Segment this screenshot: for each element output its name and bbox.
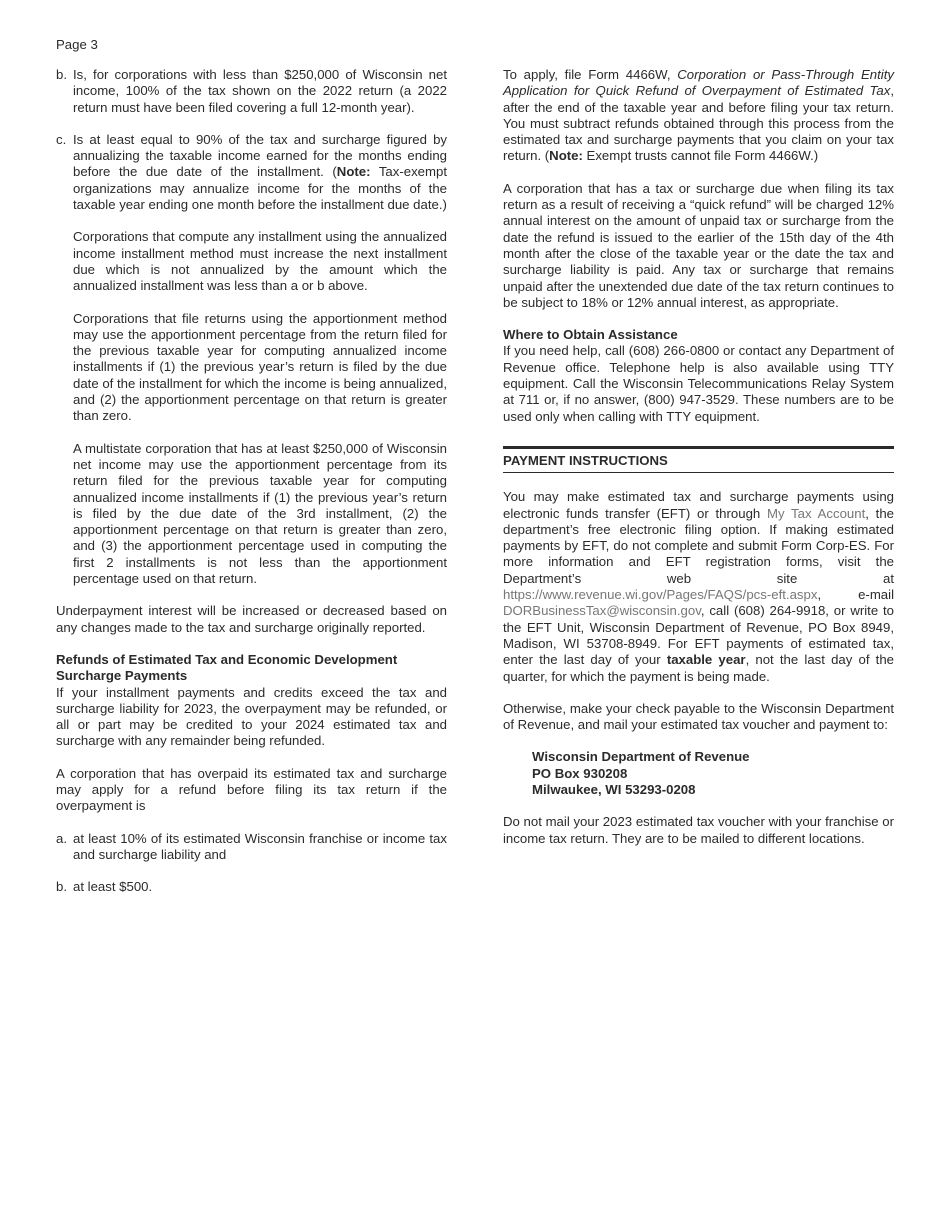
text: , call (608) 264-9918, or write to the EFT Unit, Wisconsin Department of Revenue, PO Box 8949, Madison, WI 53708-8949. For EFT payments of estimated tax, enter the last day of your xyxy=(503,603,894,668)
text: , not the last day of the quarter, for which the payment is being made. xyxy=(503,652,894,684)
paragraph-apply xyxy=(503,67,894,165)
paragraph-apportionment: Corporations that file returns using the apportionment method may use the apportionment percentage from the return filed for the previous taxable year for computing annualized income installments if (1) the previous year’s return is filed by the due date of the installment for which the income is being annualized, and (2) the apportionment percentage on that return is greater than zero. xyxy=(73,310,447,424)
assistance-heading: Where to Obtain Assistance xyxy=(503,327,678,343)
left-column xyxy=(56,67,447,895)
paragraph-refunds: If your installment payments and credits exceed the tax and surcharge liability for 2023, the overpayment may be refunded, or all or part may be credited to your 2024 estimated tax and surcharge with any remainder being refunded. xyxy=(56,684,447,749)
form-title: Corporation or Pass-Through Entity Application for Quick Refund of Overpayment of Estimated Tax xyxy=(503,67,894,99)
paragraph-annualized: Corporations that compute any installment using the annualized income installment method must increase the next installment due which is not annualized by the amount which the annualized installment was less than a or b above. xyxy=(73,229,447,294)
list-item-a xyxy=(56,831,447,864)
paragraph-assistance: If you need help, call (608) 266-0800 or contact any Department of Revenue office. Telephone help is also available using TTY equipment. Call the Wisconsin Telecommunications Relay System at 711 or, if no answer, (800) 947-3529. These numbers are to be used only when calling with TTY equipment. xyxy=(503,343,894,424)
text: , the department’s free electronic filing option. If making estimated payments by EFT, do not complete and submit Form Corp-ES. For more information and EFT registration forms, visit the Department’s web site at xyxy=(503,505,894,586)
list-marker: a. xyxy=(56,830,67,846)
list-item-c xyxy=(56,132,447,213)
list-item-b2 xyxy=(56,879,447,895)
list-item-b xyxy=(56,67,447,116)
text: , e-mail xyxy=(817,587,894,603)
paragraph-quick-refund: A corporation that has a tax or surcharge due when filing its tax return as a result of receiving a “quick refund” will be charged 12% annual interest on the amount of unpaid tax or surcharge from the date the refund is issued to the earlier of the 15th day of the 4th month after the close of the taxable year or the date the tax and surcharge liability is paid. Any tax or surcharge that remains unpaid after the unextended due date of the tax return continues to be subject to 18% or 12% annual interest, as appropriate. xyxy=(503,180,894,310)
paragraph-payment xyxy=(503,489,894,685)
paragraph-overpaid: A corporation that has overpaid its estimated tax and surcharge may apply for a refund before filing its tax return if the overpayment is xyxy=(56,765,447,814)
text: To apply, file Form 4466W, xyxy=(503,67,678,82)
note-label: Note: xyxy=(336,164,371,180)
section-rule xyxy=(503,446,894,449)
address-line: PO Box 930208 xyxy=(532,765,628,781)
list-text: Tax-exempt organizations may annualize income for the months of the taxable year ending one month before the installment due date.) xyxy=(73,164,447,213)
text: Exempt trusts cannot file Form 4466W.) xyxy=(582,148,819,164)
my-tax-account-link[interactable]: My Tax Account xyxy=(766,505,866,521)
note-label: Note: xyxy=(549,148,583,164)
paragraph-underpayment: Underpayment interest will be increased or decreased based on any changes made to the tax and surcharge originally reported. xyxy=(56,603,447,635)
list-text: at least $500. xyxy=(73,879,153,895)
list-text: at least 10% of its estimated Wisconsin franchise or income tax and surcharge liability and xyxy=(73,830,447,862)
page-number: Page 3 xyxy=(56,37,98,52)
bold-text: taxable year xyxy=(666,652,746,668)
paragraph-do-not-mail: Do not mail your 2023 estimated tax voucher with your franchise or income tax return. They are to be mailed to different locations. xyxy=(503,814,894,846)
eft-url-link[interactable]: https://www.revenue.wi.gov/Pages/FAQS/pcs-eft.aspx xyxy=(503,587,818,603)
list-text: Is, for corporations with less than $250,000 of Wisconsin net income, 100% of the tax shown on the 2022 return (a 2022 return must have been filed covering a full 12-month year). xyxy=(73,67,447,115)
address-line: Wisconsin Department of Revenue xyxy=(532,749,750,765)
list-text: Is at least equal to 90% of the tax and surcharge figured by annualizing the taxable income earned for the months ending before the due date of the installment. ( xyxy=(73,131,447,180)
refunds-heading: Refunds of Estimated Tax and Economic Development Surcharge Payments xyxy=(56,651,398,684)
mailing-address xyxy=(503,749,894,798)
paragraph-check: Otherwise, make your check payable to the Wisconsin Department of Revenue, and mail your estimated tax voucher and payment to: xyxy=(503,700,894,733)
list-marker: c. xyxy=(56,131,67,147)
list-marker: b. xyxy=(56,879,67,895)
payment-heading: PAYMENT INSTRUCTIONS xyxy=(503,452,668,468)
email-link[interactable]: DORBusinessTax@wisconsin.gov xyxy=(503,603,701,619)
text: You may make estimated tax and surcharge payments using electronic funds transfer (EFT) or through xyxy=(503,489,894,521)
list-marker: b. xyxy=(56,67,67,82)
address-line: Milwaukee, WI 53293-0208 xyxy=(532,781,696,797)
paragraph-multistate: A multistate corporation that has at least $250,000 of Wisconsin net income may use the apportionment percentage from its return filed for the previous taxable year for computing annualized income installments if (1) the previous year’s return is filed by the due date of the 3rd installment, (2) the apportionment percentage on that return is greater than zero, and (3) the apportionment percentage used in computing the first 2 installments is not less than the apportionment percentage used on that return. xyxy=(73,440,447,587)
text: , after the end of the taxable year and before filing your tax return. You must subtract refunds obtained through this process from the estimated tax and surcharge payments that you claim on your tax return. ( xyxy=(503,83,894,164)
right-column xyxy=(503,67,894,847)
